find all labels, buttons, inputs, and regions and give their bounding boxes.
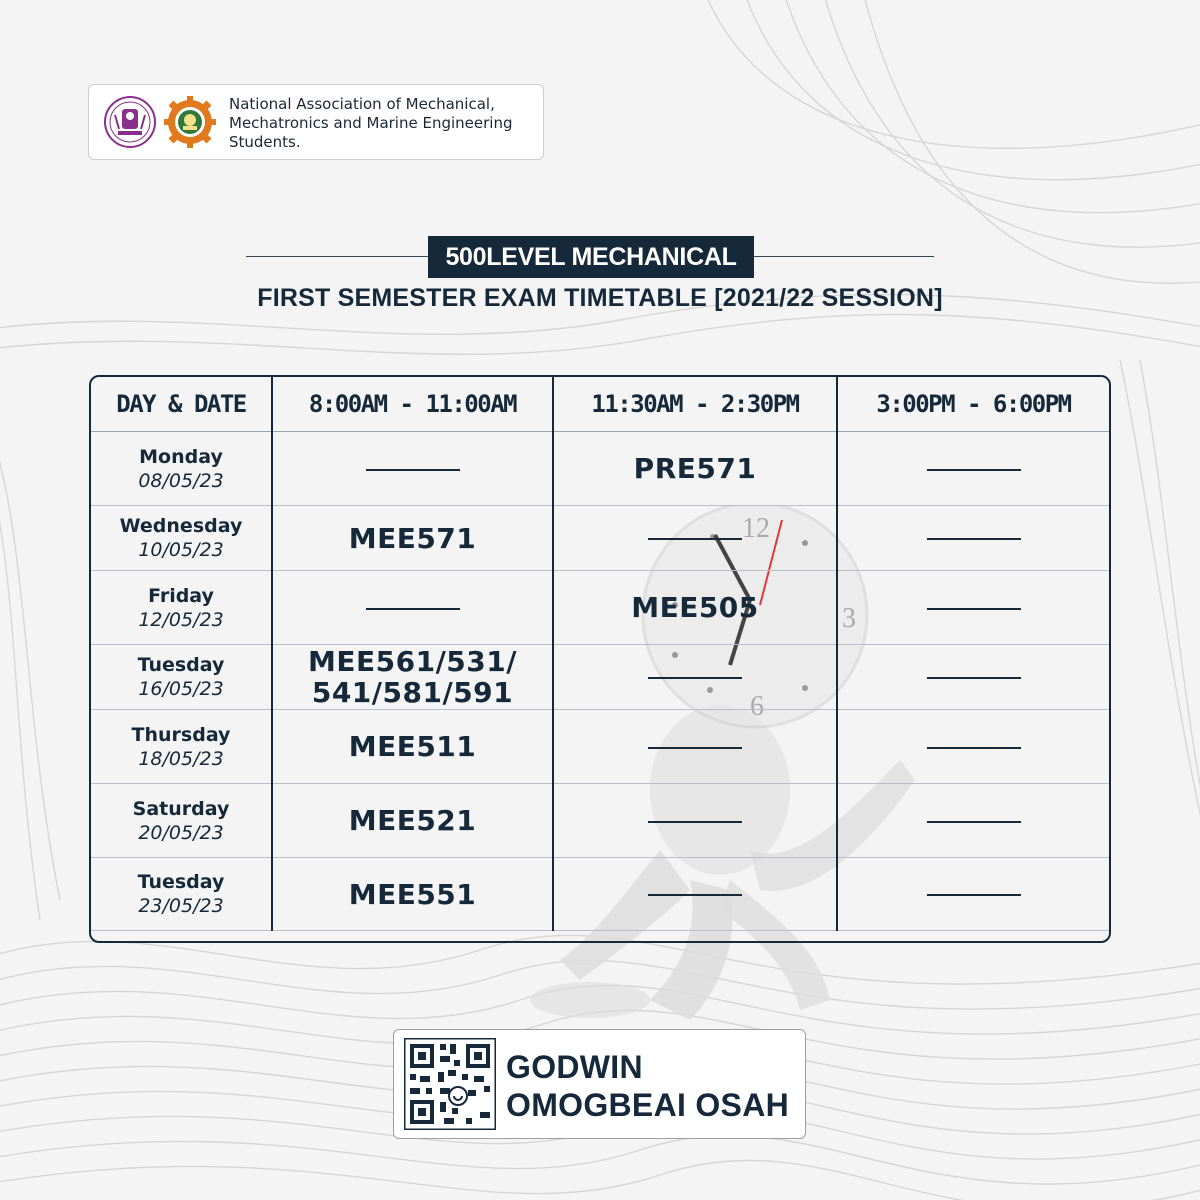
no-exam-dash xyxy=(927,677,1021,679)
table-row xyxy=(91,645,1109,710)
table-row xyxy=(91,784,1109,858)
empty-slot xyxy=(553,710,837,784)
no-exam-dash xyxy=(648,747,742,749)
exam-timetable xyxy=(89,375,1111,943)
empty-slot xyxy=(837,571,1109,645)
exam-date: 23/05/23 xyxy=(138,895,224,917)
no-exam-dash xyxy=(366,608,460,610)
exam-date: 18/05/23 xyxy=(138,747,224,770)
course-code: MEE505 xyxy=(631,591,759,624)
level-badge: 500LEVEL MECHANICAL xyxy=(428,236,754,278)
table-row xyxy=(91,432,1109,506)
empty-slot xyxy=(837,784,1109,858)
contact-card xyxy=(393,1029,806,1139)
contact-name xyxy=(506,1048,789,1124)
course-code: MEE551 xyxy=(348,877,477,911)
day-date-cell xyxy=(91,858,272,931)
course-code: PRE571 xyxy=(633,452,757,485)
empty-slot xyxy=(837,432,1109,506)
course-code: MEE571 xyxy=(348,521,477,555)
no-exam-dash xyxy=(927,538,1021,540)
no-exam-dash xyxy=(927,747,1021,749)
exam-date: 20/05/23 xyxy=(138,821,224,844)
timetable-table xyxy=(91,377,1109,931)
table-row xyxy=(91,858,1109,931)
exam-slot xyxy=(272,506,553,571)
exam-date: 12/05/23 xyxy=(138,608,224,631)
table-row xyxy=(91,710,1109,784)
no-exam-dash xyxy=(648,821,742,823)
empty-slot xyxy=(837,506,1109,571)
day-date-cell xyxy=(91,506,272,571)
exam-slot xyxy=(553,432,837,506)
contact-name-line-2: OMOGBEAI OSAH xyxy=(506,1087,790,1123)
semester-title: FIRST SEMESTER EXAM TIMETABLE [2021/22 SESSION] xyxy=(257,284,943,312)
no-exam-dash xyxy=(927,608,1021,610)
day-name: Saturday xyxy=(132,797,230,820)
column-header-afternoon: 3:00PM - 6:00PM xyxy=(837,377,1109,432)
no-exam-dash xyxy=(648,894,742,896)
day-name: Tuesday xyxy=(137,654,225,676)
clock-number-3: 3 xyxy=(842,603,856,634)
empty-slot xyxy=(272,432,553,506)
empty-slot xyxy=(553,784,837,858)
no-exam-dash xyxy=(927,821,1021,823)
course-code: MEE511 xyxy=(348,730,477,763)
column-header-day-date: DAY & DATE xyxy=(91,377,272,432)
day-name: Wednesday xyxy=(119,515,243,537)
table-header-row xyxy=(91,377,1109,432)
day-name: Thursday xyxy=(131,723,231,746)
exam-slot xyxy=(553,571,837,645)
column-header-morning: 8:00AM - 11:00AM xyxy=(272,377,553,432)
day-date-cell xyxy=(91,710,272,784)
title-rule-right xyxy=(752,256,934,257)
day-date-cell xyxy=(91,784,272,858)
empty-slot xyxy=(272,571,553,645)
exam-date: 08/05/23 xyxy=(138,469,224,492)
exam-date: 10/05/23 xyxy=(138,539,224,561)
no-exam-dash xyxy=(648,538,742,540)
clock-number-6: 6 xyxy=(750,691,764,722)
empty-slot xyxy=(837,858,1109,931)
day-date-cell xyxy=(91,432,272,506)
empty-slot xyxy=(553,858,837,931)
university-crest-icon xyxy=(103,95,157,149)
organisation-name: National Association of Mechanical, Mechatronics and Marine Engineering Students. xyxy=(229,95,513,151)
day-date-cell xyxy=(91,571,272,645)
table-row xyxy=(91,506,1109,571)
exam-slot xyxy=(272,645,553,710)
organisation-card xyxy=(88,84,544,160)
no-exam-dash xyxy=(366,469,460,471)
qr-code-icon[interactable] xyxy=(404,1038,496,1130)
table-row xyxy=(91,571,1109,645)
column-header-midday: 11:30AM - 2:30PM xyxy=(553,377,837,432)
no-exam-dash xyxy=(927,469,1021,471)
empty-slot xyxy=(837,710,1109,784)
course-code-line-1: MEE561/531/ xyxy=(308,645,517,678)
empty-slot xyxy=(553,506,837,571)
nammes-gear-emblem-icon xyxy=(163,95,217,149)
no-exam-dash xyxy=(648,677,742,679)
day-name: Friday xyxy=(148,584,214,607)
day-name: Tuesday xyxy=(137,871,225,893)
empty-slot xyxy=(837,645,1109,710)
exam-slot xyxy=(272,710,553,784)
no-exam-dash xyxy=(927,894,1021,896)
contact-name-line-1: GODWIN xyxy=(506,1049,643,1085)
day-date-cell xyxy=(91,645,272,710)
day-name: Monday xyxy=(139,445,223,468)
exam-slot xyxy=(272,784,553,858)
empty-slot xyxy=(553,645,837,710)
title-rule-left xyxy=(246,256,430,257)
exam-slot xyxy=(272,858,553,931)
course-code-line-2: 541/581/591 xyxy=(311,676,514,709)
course-code: MEE521 xyxy=(348,804,477,837)
exam-date: 16/05/23 xyxy=(138,678,224,700)
clock-number-12: 12 xyxy=(742,513,770,544)
